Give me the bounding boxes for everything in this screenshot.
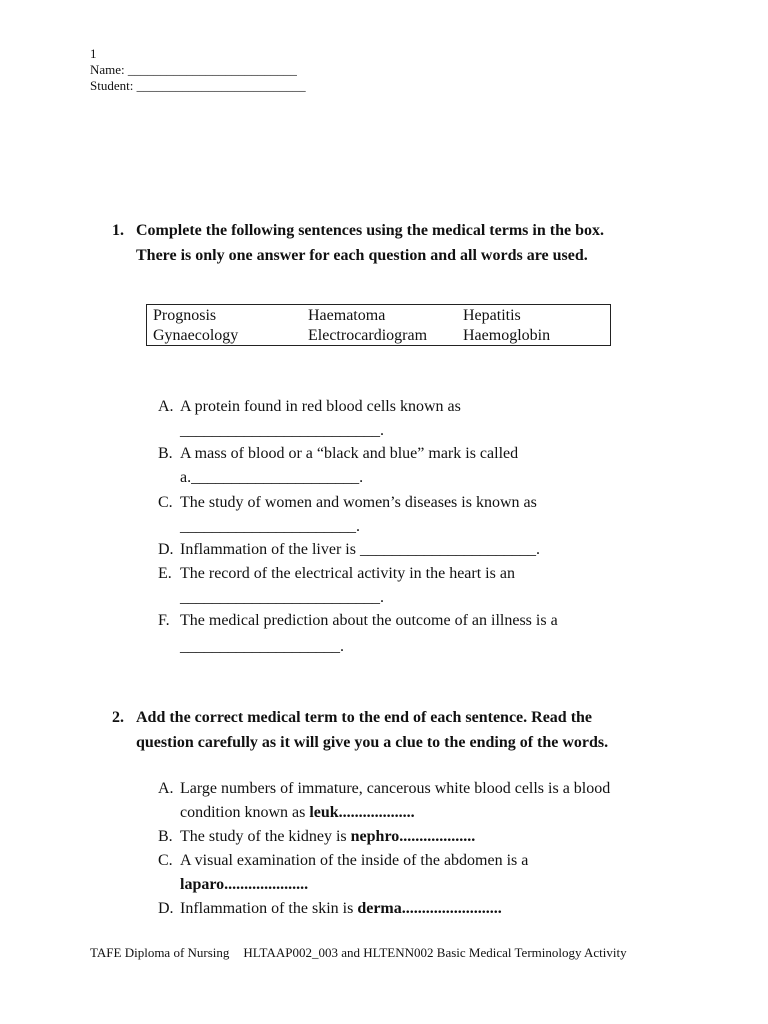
term: Gynaecology — [153, 327, 239, 344]
question-number: 2. — [112, 709, 124, 726]
question-1-instruction-line-2: There is only one answer for each question and all words are used. — [136, 247, 588, 264]
page-footer — [90, 944, 627, 962]
item-label: D. — [158, 541, 174, 558]
answer-blank: a._____________________. — [180, 469, 364, 486]
question-1-instruction-line-1: Complete the following sentences using the medical terms in the box. — [136, 222, 604, 239]
answer-blank: _________________________. — [180, 422, 384, 439]
answer-blank: ____________________. — [180, 638, 344, 655]
item-label: A. — [158, 780, 174, 797]
word-stem: laparo..................... — [180, 876, 309, 893]
item-text: The study of women and women’s diseases is known as — [180, 494, 537, 511]
question-2-instruction-line-1: Add the correct medical term to the end of each sentence. Read the — [136, 709, 593, 726]
item-label: B. — [158, 445, 173, 462]
word-stem: nephro................... — [350, 828, 476, 845]
term: Prognosis — [153, 307, 217, 324]
item-text: Large numbers of immature, cancerous white blood cells is a blood — [180, 780, 611, 797]
word-stem: leuk................... — [309, 804, 415, 821]
item-label: C. — [158, 494, 173, 511]
item-label: A. — [158, 398, 174, 415]
item-label: D. — [158, 900, 174, 917]
footer-course: TAFE Diploma of Nursing — [90, 945, 230, 960]
term: Haematoma — [308, 307, 386, 324]
item-text-continuation: condition known as leuk................... — [180, 804, 415, 821]
term: Haemoglobin — [463, 327, 551, 344]
item-text: A mass of blood or a “black and blue” mark is called — [180, 445, 519, 462]
item-text: A protein found in red blood cells known as — [180, 398, 461, 415]
term: Hepatitis — [463, 307, 521, 324]
name-field-line: Name: __________________________ — [90, 62, 297, 77]
item-label: E. — [158, 565, 172, 582]
terms-box — [146, 304, 611, 346]
page-number: 1 — [90, 46, 97, 61]
word-stem: derma......................... — [357, 900, 502, 917]
item-text: The record of the electrical activity in the heart is an — [180, 565, 515, 582]
student-field-line: Student: __________________________ — [90, 78, 306, 93]
question-2-instruction-line-2: question carefully as it will give you a clue to the ending of the words. — [136, 734, 609, 751]
item-label: F. — [158, 612, 170, 629]
item-text: A visual examination of the inside of the abdomen is a — [180, 852, 529, 869]
answer-blank: _________________________. — [180, 589, 384, 606]
item-text-continuation — [180, 873, 308, 897]
item-text: Inflammation of the liver is ______________________. — [180, 541, 540, 558]
item-text: The medical prediction about the outcome of an illness is a — [180, 612, 558, 629]
page-header — [90, 46, 306, 94]
item-label: C. — [158, 852, 173, 869]
question-number: 1. — [112, 222, 124, 239]
item-label: B. — [158, 828, 173, 845]
answer-blank: ______________________. — [180, 518, 360, 535]
item-text: The study of the kidney is nephro................... — [180, 828, 476, 845]
footer-unit-codes: HLTAAP002_003 and HLTENN002 Basic Medical Terminology Activity — [243, 945, 627, 960]
item-text: Inflammation of the skin is derma......................... — [180, 900, 502, 917]
term: Electrocardiogram — [308, 327, 428, 344]
